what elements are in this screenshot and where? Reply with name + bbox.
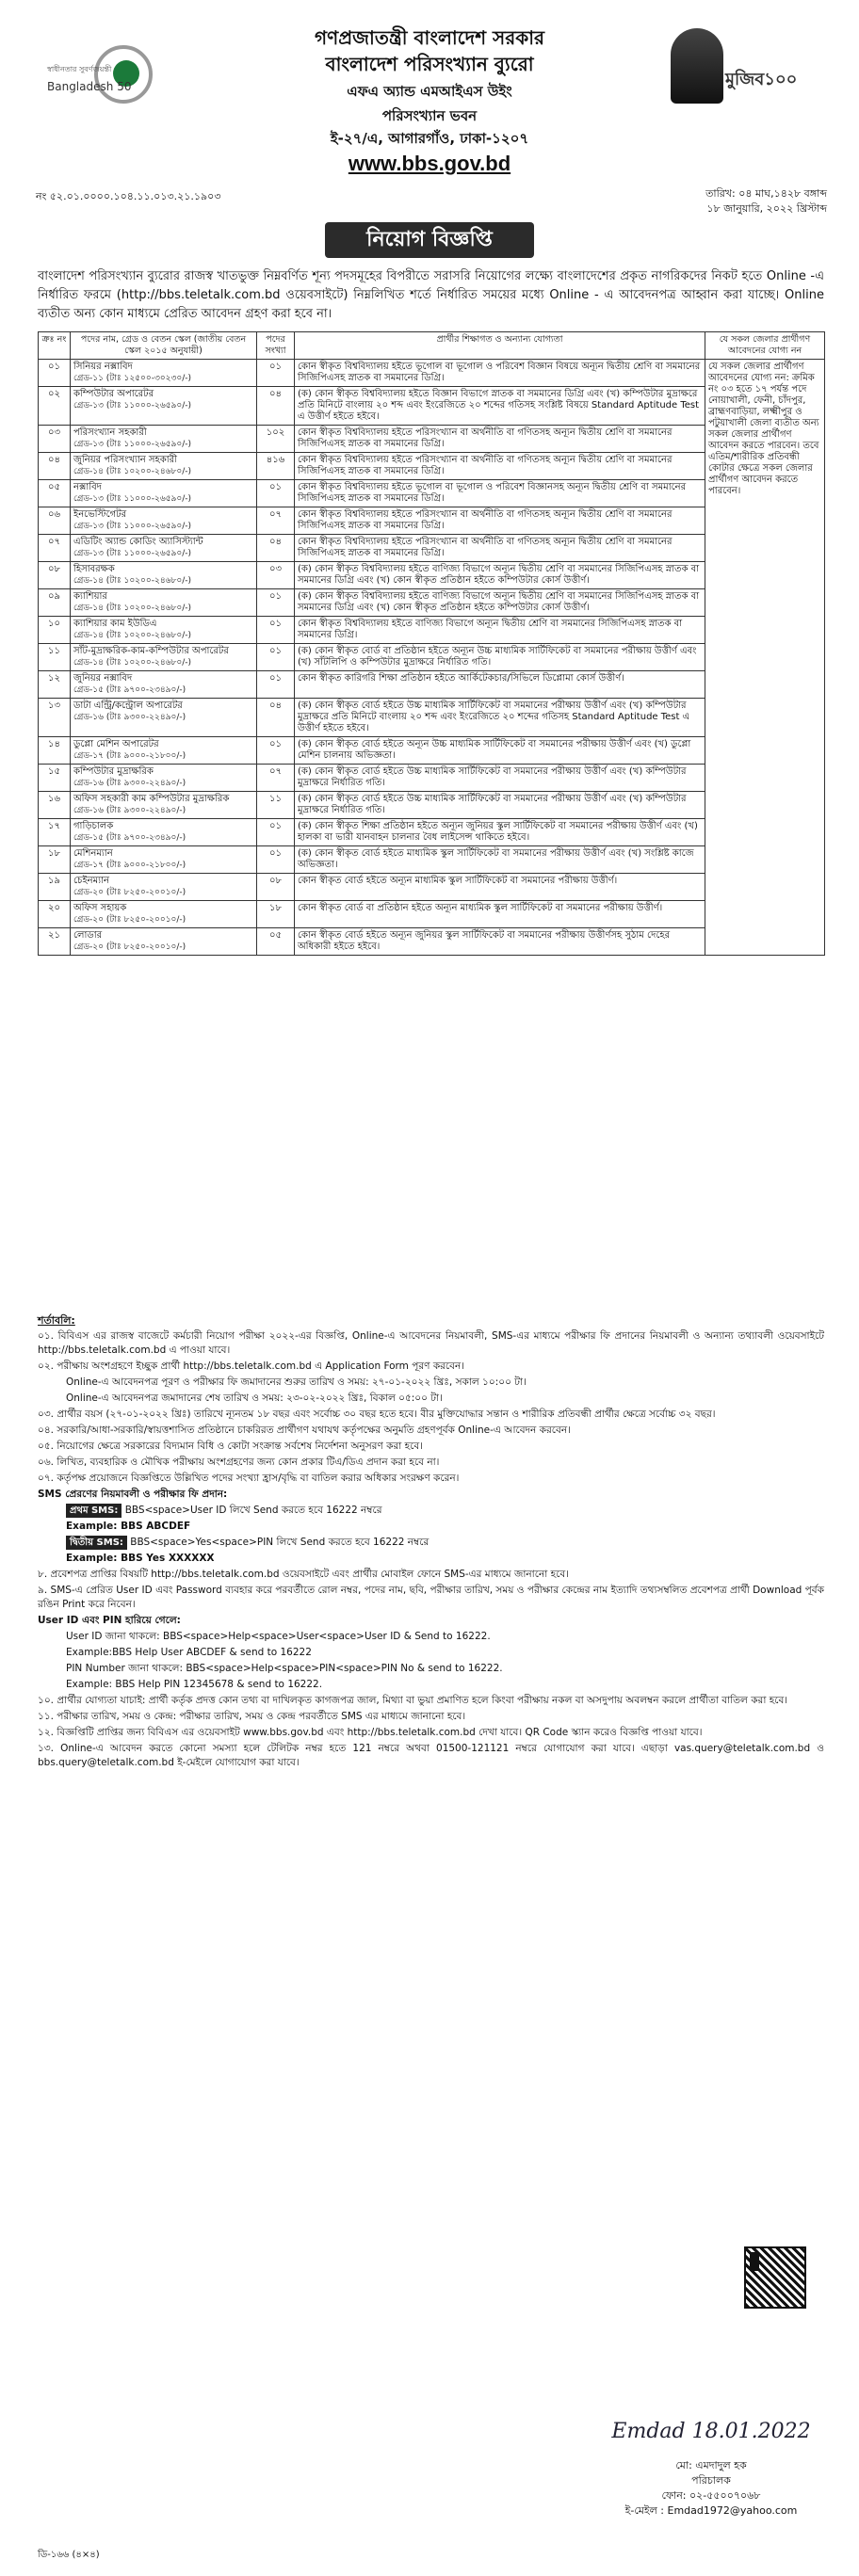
post-cell: ক্যাশিয়ার কাম ইউডিএ গ্রেড-১৪ (টাঃ ১০২০০-২৪৬৮০/-) xyxy=(71,617,257,644)
qualification-cell: কোন স্বীকৃত বোর্ড হইতে অন্যূন মাধ্যমিক স্কুল সার্টিফিকেট বা সমমানের পরীক্ষায় উত্তীর্ণ। xyxy=(295,874,705,901)
post-cell: হিসাবরক্ষক গ্রেড-১৪ (টাঃ ১০২০০-২৪৬৮০/-) xyxy=(71,562,257,589)
logo-small-text: স্বাধীনতার সুবর্ণজয়ন্তী xyxy=(47,65,112,73)
serial-cell: ০৬ xyxy=(39,507,71,535)
serial-cell: ১৪ xyxy=(39,737,71,765)
count-cell: ৪১৬ xyxy=(257,453,295,480)
post-cell: জুনিয়র নক্সাবিদ গ্রেড-১৫ (টাঃ ৯৭০০-২৩৪৯০/-) xyxy=(71,671,257,699)
serial-cell: ১৫ xyxy=(39,765,71,792)
website-link[interactable]: www.bbs.gov.bd xyxy=(348,152,511,175)
count-cell: ০৮ xyxy=(257,874,295,901)
post-cell: ডাটা এন্ট্রি/কন্ট্রোল অপারেটর গ্রেড-১৬ (টাঃ ৯৩০০-২২৪৯০/-) xyxy=(71,699,257,737)
count-cell: ০৪ xyxy=(257,387,295,426)
condition-item: ১২. বিজ্ঞপ্তিটি প্রাপ্তির জন্য বিবিএস এর ওয়েবসাইট www.bbs.gov.bd এবং http://bbs.teletalk.com.bd দেখা যাবে। QR Code স্ক্যান করেও বিজ্ঞপ্তি পাওয়া যাবে। xyxy=(38,1727,703,1738)
serial-cell: ০৪ xyxy=(39,453,71,480)
sms-first-example: Example: BBS ABCDEF xyxy=(66,1521,191,1532)
qualification-cell: (ক) কোন স্বীকৃত বোর্ড হইতে মাধ্যমিক স্কুল সার্টিফিকেট বা সমমানের পরীক্ষায় উত্তীর্ণ এবং (খ) সংশ্লিষ্ট কাজে অভিজ্ঞতা। xyxy=(295,846,705,874)
post-cell: অফিস সহকারী কাম কম্পিউটার মুদ্রাক্ষরিক গ্রেড-১৬ (টাঃ ৯৩০০-২২৪৯০/-) xyxy=(71,792,257,819)
serial-cell: ১৭ xyxy=(39,819,71,846)
logo-text: Bangladesh 50 xyxy=(47,80,132,93)
condition-item: ০২. পরীক্ষায় অংশগ্রহণে ইচ্ছুক প্রার্থী http://bbs.teletalk.com.bd এ Application Form পূরণ করবেন। xyxy=(38,1360,465,1372)
post-cell: কম্পিউটার মুদ্রাক্ষরিক গ্রেড-১৬ (টাঃ ৯৩০০-২২৪৯০/-) xyxy=(71,765,257,792)
count-cell: ০১ xyxy=(257,819,295,846)
golden-jubilee-logo xyxy=(47,28,188,113)
condition-item: ০৪. সরকারি/আধা-সরকারি/স্বায়ত্তশাসিত প্রতিষ্ঠানে চাকরিরত প্রার্থীগণ যথাযথ কর্তৃপক্ষের অনুমতি গ্রহণপূর্বক Online-এ আবেদন করবেন। xyxy=(38,1425,571,1436)
notice-title: নিয়োগ বিজ্ঞপ্তি xyxy=(325,222,534,258)
serial-cell: ১২ xyxy=(39,671,71,699)
post-cell: মেশিনম্যান গ্রেড-১৭ (টাঃ ৯০০০-২১৮০০/-) xyxy=(71,846,257,874)
qualification-cell: (ক) কোন স্বীকৃত বোর্ড হইতে অন্যূন উচ্চ মাধ্যমিক সার্টিফিকেট বা সমমানের পরীক্ষায় উত্তীর্ণ এবং (খ) ডুপ্লো মেশিন চালনায় অভিজ্ঞতা। xyxy=(295,737,705,765)
qualification-cell: কোন স্বীকৃত বোর্ড বা প্রতিষ্ঠান হইতে অন্যূন মাধ্যমিক স্কুল সার্টিফিকেট বা সমমানের পরীক্ষায় উত্তীর্ণ। xyxy=(295,901,705,928)
qualification-cell: কোন স্বীকৃত বিশ্ববিদ্যালয় হইতে পরিসংখ্যান বা অর্থনীতি বা গণিতসহ অন্যূন দ্বিতীয় শ্রেণি বা সমমানের সিজিপিএসহ স্নাতক বা সমমানের ডিগ্রি। xyxy=(295,535,705,562)
condition-item: ০৫. নিয়োগের ক্ষেত্রে সরকারের বিদ্যমান বিধি ও কোটা সংক্রান্ত সর্বশেষ নির্দেশনা অনুসরণ করা হবে। xyxy=(38,1441,423,1452)
serial-cell: ১৯ xyxy=(39,874,71,901)
post-cell: নক্সাবিদ গ্রেড-১৩ (টাঃ ১১০০০-২৬৫৯০/-) xyxy=(71,480,257,507)
signatory-name: মো: এমদাদুল হক xyxy=(675,2459,747,2471)
col-header-district: যে সকল জেলার প্রার্থীগণ আবেদনের যোগ্য নন xyxy=(705,332,825,360)
serial-cell: ০৩ xyxy=(39,426,71,453)
condition-item: Online-এ আবেদনপত্র জমাদানের শেষ তারিখ ও সময়: ২৩-০২-২০২২ খ্রিঃ, বিকাল ০৫:০০ টা। xyxy=(66,1393,443,1404)
qualification-cell: কোন স্বীকৃত বিশ্ববিদ্যালয় হইতে পরিসংখ্যান বা অর্থনীতি বা গণিতসহ অন্যূন দ্বিতীয় শ্রেণি বা সমমানের সিজিপিএসহ স্নাতক বা সমমানের ডিগ্রি। xyxy=(295,453,705,480)
mujib-100-logo xyxy=(671,28,798,122)
condition-item: ০৭. কর্তৃপক্ষ প্রয়োজনে বিজ্ঞপ্তিতে উল্লিখিত পদের সংখ্যা হ্রাস/বৃদ্ধি বা বাতিল করার অধিকার সংরক্ষণ করেন। xyxy=(38,1473,460,1484)
retrieve-user-id-example: Example:BBS Help User ABCDEF & send to 16222 xyxy=(66,1647,312,1658)
count-cell: ০৩ xyxy=(257,562,295,589)
condition-item: ১১. পরীক্ষার তারিখ, সময় ও কেন্দ্র: পরীক্ষার তারিখ, সময় ও কেন্দ্র পরবর্তীতে SMS এর মাধ্যমে জানানো হবে। xyxy=(38,1711,466,1722)
condition-item: Online-এ আবেদনপত্র পূরণ ও পরীক্ষার ফি জমাদানের শুরুর তারিখ ও সময়: ২৭-০১-২০২২ খ্রিঃ, সকাল ১০:০০ টা। xyxy=(66,1377,527,1388)
qualification-cell: (ক) কোন স্বীকৃত বোর্ড হইতে উচ্চ মাধ্যমিক সার্টিফিকেট বা সমমানের পরীক্ষায় উত্তীর্ণ এবং (খ) কম্পিউটার মুদ্রাক্ষরে প্রতি মিনিটে বাংলায় ২০ শব্দ এবং ইংরেজিতে ২০ শব্দের গতিসহ Standard Aptitude Test এ উত্তীর্ণ হইতে হইবে। xyxy=(295,699,705,737)
post-cell: গাড়িচালক গ্রেড-১৫ (টাঃ ৯৭০০-২৩৪৯০/-) xyxy=(71,819,257,846)
retrieve-title: User ID এবং PIN হারিয়ে গেলে: xyxy=(38,1615,181,1626)
qualification-cell: কোন স্বীকৃত বিশ্ববিদ্যালয় হইতে ভূগোল বা ভূগোল ও পরিবেশ বিজ্ঞানসহ অন্যূন দ্বিতীয় শ্রেণি বা সমমানের সিজিপিএসহ স্নাতক বা সমমানের ডিগ্রি। xyxy=(295,480,705,507)
memo-number: নং ৫২.০১.০০০০.১০৪.১১.০১৩.২১.১৯০৩ xyxy=(36,190,221,202)
qualification-cell: (ক) কোন স্বীকৃত বিশ্ববিদ্যালয় হইতে বাণিজ্য বিভাগে অন্যূন দ্বিতীয় শ্রেণি বা সমমানের সিজিপিএসহ স্নাতক বা সমমানের ডিগ্রি এবং (খ) কোন স্বীকৃত প্রতিষ্ঠান হইতে কম্পিউটার কোর্স উত্তীর্ণ। xyxy=(295,562,705,589)
count-cell: ০১ xyxy=(257,480,295,507)
mujib-100-text: মুজিব১০০ xyxy=(725,70,798,89)
sms-second-example: Example: BBS Yes XXXXXX xyxy=(66,1553,215,1564)
serial-cell: ২০ xyxy=(39,901,71,928)
condition-item: ১০. প্রার্থীর যোগ্যতা যাচাই: প্রার্থী কর্তৃক প্রদত্ত কোন তথ্য বা দাখিলকৃত কাগজপত্র জাল, মিথ্যা বা ভুয়া প্রমাণিত হলে কিংবা পরীক্ষায় নকল বা অসদুপায় অবলম্বন করলে প্রার্থীতা বাতিল করা হবে। xyxy=(38,1695,788,1706)
condition-item: ৮. প্রবেশপত্র প্রাপ্তির বিষয়টি http://bbs.teletalk.com.bd ওয়েবসাইটে এবং প্রার্থীর মোবাইল ফোনে SMS-এর মাধ্যমে জানানো হবে। xyxy=(38,1569,569,1580)
post-cell: এডিটিং অ্যান্ড কোডিং অ্যাসিস্ট্যান্ট গ্রেড-১৩ (টাঃ ১১০০০-২৬৫৯০/-) xyxy=(71,535,257,562)
condition-item: ৯. SMS-এ প্রেরিত User ID এবং Password ব্যবহার করে পরবর্তীতে রোল নম্বর, পদের নাম, ছবি, পরীক্ষার তারিখ, সময় ও পরীক্ষার কেন্দ্রের নাম ইত্যাদি তথ্যসম্বলিত প্রবেশপত্র প্রার্থী Download পূর্বক রঙিন Print করে নিবেন। xyxy=(38,1585,824,1610)
serial-cell: ০১ xyxy=(39,360,71,387)
retrieve-pin-example: Example: BBS Help PIN 12345678 & send to 16222. xyxy=(66,1679,323,1690)
table-row xyxy=(39,360,825,387)
qualification-cell: (ক) কোন স্বীকৃত বোর্ড বা প্রতিষ্ঠান হইতে অন্যূন উচ্চ মাধ্যমিক সার্টিফিকেট বা সমমানের পরীক্ষায় উত্তীর্ণ এবং (খ) সাঁটলিপি ও কম্পিউটার মুদ্রাক্ষরে নির্ধারিত গতি। xyxy=(295,644,705,671)
conditions-section xyxy=(38,1313,824,1772)
col-header-qualification: প্রার্থীর শিক্ষাগত ও অন্যান্য যোগ্যতা xyxy=(295,332,705,360)
signature-scribble: Emdad 18.01.2022 xyxy=(611,2420,811,2443)
header xyxy=(0,0,859,215)
post-cell: চেইনম্যান গ্রেড-২০ (টাঃ ৮২৫০-২০০১০/-) xyxy=(71,874,257,901)
qualification-cell: কোন স্বীকৃত বিশ্ববিদ্যালয় হইতে ভূগোল বা ভূগোল ও পরিবেশ বিজ্ঞান বিষয়ে অন্যূন দ্বিতীয় শ্রেণি বা সমমানের সিজিপিএসহ স্নাতক বা সমমানের ডিগ্রি। xyxy=(295,360,705,387)
serial-cell: ১১ xyxy=(39,644,71,671)
wing-title: এফএ অ্যান্ড এমআইএস উইং xyxy=(347,83,512,100)
serial-cell: ০৮ xyxy=(39,562,71,589)
count-cell: ০১ xyxy=(257,644,295,671)
serial-cell: ২১ xyxy=(39,928,71,956)
count-cell: ১১ xyxy=(257,792,295,819)
signatory-phone: ফোন: ০২-৫৫০০৭০৬৮ xyxy=(661,2489,761,2502)
post-cell: কম্পিউটার অপারেটর গ্রেড-১৩ (টাঃ ১১০০০-২৬৫৯০/-) xyxy=(71,387,257,426)
col-header-post: পদের নাম, গ্রেড ও বেতন স্কেল (জাতীয় বেতন স্কেল ২০১৫ অনুযায়ী) xyxy=(71,332,257,360)
sms-second: দ্বিতীয় SMS: BBS<space>Yes<space>PIN লিখে Send করতে হবে 16222 নম্বরে xyxy=(38,1536,824,1550)
serial-cell: ১৬ xyxy=(39,792,71,819)
intro-paragraph: বাংলাদেশ পরিসংখ্যান ব্যুরোর রাজস্ব খাতভুক্ত নিম্নবর্ণিত শূন্য পদসমূহের বিপরীতে সরাসরি নিয়োগের লক্ষ্যে বাংলাদেশের প্রকৃত নাগরিকদের নিকট হতে Online -এ নির্ধারিত ফরমে (http://bbs.teletalk.com.bd ওয়েবসাইটে) নিম্নলিখিত শর্তে নির্ধারিত সময়ের মধ্যে Online - এ আবেদনপত্র আহ্বান করা যাচ্ছে। Online ব্যতীত অন্য কোন মাধ্যমে প্রেরিত আবেদন গ্রহণ করা হবে না। xyxy=(38,269,824,321)
qualification-cell: (ক) কোন স্বীকৃত বোর্ড হইতে উচ্চ মাধ্যমিক সার্টিফিকেট বা সমমানের পরীক্ষায় উত্তীর্ণ এবং (খ) কম্পিউটার মুদ্রাক্ষরে নির্ধারিত গতি। xyxy=(295,792,705,819)
address: ই-২৭/এ, আগারগাঁও, ঢাকা-১২০৭ xyxy=(330,130,529,147)
col-header-count: পদের সংখ্যা xyxy=(257,332,295,360)
date-block: তারিখ: ০৪ মাঘ,১৪২৮ বঙ্গাব্দ ১৮ জানুয়ারি, ২০২২ খ্রিস্টাব্দ xyxy=(584,186,827,217)
count-cell: ০১ xyxy=(257,737,295,765)
vacancy-table xyxy=(38,331,825,956)
count-cell: ০৪ xyxy=(257,699,295,737)
sms-first: প্রথম SMS: BBS<space>User ID লিখে Send করতে হবে 16222 নম্বরে xyxy=(38,1504,824,1518)
qualification-cell: (ক) কোন স্বীকৃত বিশ্ববিদ্যালয় হইতে বিজ্ঞান বিভাগে স্নাতক বা সমমানের ডিগ্রি এবং (খ) কম্পিউটার মুদ্রাক্ষরে প্রতি মিনিটে বাংলায় ২০ শব্দ এবং ইংরেজিতে ২০ শব্দের গতিসহ সংশ্লিষ্ট বিষয়ে Standard Aptitude Test এ উত্তীর্ণ হইতে হইবে। xyxy=(295,387,705,426)
count-cell: ০৭ xyxy=(257,507,295,535)
count-cell: ১০২ xyxy=(257,426,295,453)
qualification-cell: কোন স্বীকৃত বোর্ড হইতে অন্যূন জুনিয়র স্কুল সার্টিফিকেট বা সমমানের পরীক্ষায় উত্তীর্ণসহ সুঠাম দেহের অধিকারী হইতে হইবে। xyxy=(295,928,705,956)
post-cell: পরিসংখ্যান সহকারী গ্রেড-১৩ (টাঃ ১১০০০-২৬৫৯০/-) xyxy=(71,426,257,453)
qualification-cell: কোন স্বীকৃত বিশ্ববিদ্যালয় হইতে বাণিজ্য বিভাগে অন্যূন দ্বিতীয় শ্রেণি বা সমমানের সিজিপিএসহ স্নাতক বা সমমানের ডিগ্রি। xyxy=(295,617,705,644)
footer-code: ডি-১৬৬ (৪×৪) xyxy=(38,2550,100,2560)
count-cell: ১৮ xyxy=(257,901,295,928)
qualification-cell: (ক) কোন স্বীকৃত বোর্ড হইতে উচ্চ মাধ্যমিক সার্টিফিকেট বা সমমানের পরীক্ষায় উত্তীর্ণ এবং (খ) কম্পিউটার মুদ্রাক্ষরে নির্ধারিত গতি। xyxy=(295,765,705,792)
qualification-cell: কোন স্বীকৃত বিশ্ববিদ্যালয় হইতে পরিসংখ্যান বা অর্থনীতি বা গণিতসহ অন্যূন দ্বিতীয় শ্রেণি বা সমমানের সিজিপিএসহ স্নাতক বা সমমানের ডিগ্রি। xyxy=(295,507,705,535)
condition-item: ০৩. প্রার্থীর বয়স (২৭-০১-২০২২ খ্রিঃ) তারিখে ন্যূনতম ১৮ বছর এবং সর্বোচ্চ ৩০ বছর হতে হবে। বীর মুক্তিযোদ্ধার সন্তান ও শারীরিক প্রতিবন্ধী প্রার্থীর ক্ষেত্রে সর্বোচ্চ ৩২ বছর। xyxy=(38,1409,716,1420)
condition-item: ০১. বিবিএস এর রাজস্ব বাজেটে কর্মচারী নিয়োগ পরীক্ষা ২০২২-এর বিজ্ঞপ্তি, Online-এ আবেদনের নিয়মাবলী, SMS-এর মাধ্যমে পরীক্ষার ফি প্রদানের নিয়মাবলী ও অন্যান্য তথ্যাবলী ওয়েবসাইটে http://bbs.teletalk.com.bd এ পাওয়া যাবে। xyxy=(38,1330,824,1356)
signatory-designation: পরিচালক xyxy=(691,2474,731,2487)
bureau-title: বাংলাদেশ পরিসংখ্যান ব্যুরো xyxy=(325,53,534,75)
count-cell: ০১ xyxy=(257,671,295,699)
condition-item: ১৩. Online-এ আবেদন করতে কোনো সমস্যা হলে টেলিটক নম্বর হতে 121 নম্বরে অথবা 01500-121121 নম্বরে যোগাযোগ করা যাবে। এছাড়া vas.query@teletalk.com.bd ও bbs.query@teletalk.com.bd ই-মেইলে যোগাযোগ করা যাবে। xyxy=(38,1743,824,1768)
qualification-cell: কোন স্বীকৃত বিশ্ববিদ্যালয় হইতে পরিসংখ্যান বা অর্থনীতি বা গণিতসহ অন্যূন দ্বিতীয় শ্রেণি বা সমমানের সিজিপিএসহ স্নাতক বা সমমানের ডিগ্রি। xyxy=(295,426,705,453)
qualification-cell: (ক) কোন স্বীকৃত শিক্ষা প্রতিষ্ঠান হইতে অন্যূন জুনিয়র স্কুল সার্টিফিকেট বা সমমানের পরীক্ষায় উত্তীর্ণ এবং (খ) হালকা বা ভারী যানবাহন চালনার বৈধ লাইসেন্স থাকিতে হইবে। xyxy=(295,819,705,846)
count-cell: ০১ xyxy=(257,846,295,874)
qr-code-icon xyxy=(744,2246,806,2309)
post-cell: লোডার গ্রেড-২০ (টাঃ ৮২৫০-২০০১০/-) xyxy=(71,928,257,956)
col-header-serial: ক্রঃ নং xyxy=(39,332,71,360)
post-cell: সাঁট-মুদ্রাক্ষরিক-কাম-কম্পিউটার অপারেটর গ্রেড-১৪ (টাঃ ১০২০০-২৪৬৮০/-) xyxy=(71,644,257,671)
signatory-email[interactable]: ই-মেইল : Emdad1972@yahoo.com xyxy=(624,2504,798,2517)
portrait-icon xyxy=(671,28,723,104)
retrieve-pin: PIN Number জানা থাকলে: BBS<space>Help<space>PIN<space>PIN No & send to 16222. xyxy=(66,1663,503,1674)
table-header-row xyxy=(39,332,825,360)
date-bangla: ০৪ মাঘ,১৪২৮ বঙ্গাব্দ xyxy=(738,187,827,200)
count-cell: ০৭ xyxy=(257,765,295,792)
conditions-title: শর্তাবলি: xyxy=(38,1314,75,1327)
serial-cell: ০৫ xyxy=(39,480,71,507)
serial-cell: ১৩ xyxy=(39,699,71,737)
serial-cell: ০২ xyxy=(39,387,71,426)
serial-cell: ১৮ xyxy=(39,846,71,874)
date-english: ১৮ জানুয়ারি, ২০২২ খ্রিস্টাব্দ xyxy=(706,202,827,215)
gov-title: গণপ্রজাতন্ত্রী বাংলাদেশ সরকার xyxy=(315,26,544,49)
district-note-cell: যে সকল জেলার প্রার্থীগণ আবেদনের যোগ্য নন: ক্রমিক নং ০৩ হতে ১৭ পর্যন্ত পদে নোয়াখালী, ফেনী, চাঁদপুর, ব্রাহ্মণবাড়িয়া, লক্ষ্মীপুর ও পটুয়াখালী জেলা ব্যতীত অন্য সকল জেলার প্রার্থীগণ আবেদন করতে পারবেন। তবে এতিম/শারীরিক প্রতিবন্ধী কোটার ক্ষেত্রে সকল জেলার প্রার্থীগণ আবেদন করতে পারবেন। xyxy=(705,360,825,956)
post-cell: সিনিয়র নক্সাবিদ গ্রেড-১১ (টাঃ ১২৫০০-৩০২৩০/-) xyxy=(71,360,257,387)
post-cell: জুনিয়র পরিসংখ্যান সহকারী গ্রেড-১৪ (টাঃ ১০২০০-২৪৬৮০/-) xyxy=(71,453,257,480)
qualification-cell: (ক) কোন স্বীকৃত বিশ্ববিদ্যালয় হইতে বাণিজ্য বিভাগে অন্যূন দ্বিতীয় শ্রেণি বা সমমানের সিজিপিএসহ স্নাতক বা সমমানের ডিগ্রি এবং (খ) কোন স্বীকৃত প্রতিষ্ঠান হইতে কম্পিউটার কোর্স উত্তীর্ণ। xyxy=(295,589,705,617)
condition-item: ০৬. লিখিত, ব্যবহারিক ও মৌখিক পরীক্ষায় অংশগ্রহণের জন্য কোন প্রকার টিএ/ডিএ প্রদান করা হবে না। xyxy=(38,1457,440,1468)
count-cell: ০৪ xyxy=(257,535,295,562)
serial-cell: ১০ xyxy=(39,617,71,644)
count-cell: ০১ xyxy=(257,617,295,644)
count-cell: ০১ xyxy=(257,360,295,387)
post-cell: অফিস সহায়ক গ্রেড-২০ (টাঃ ৮২৫০-২০০১০/-) xyxy=(71,901,257,928)
serial-cell: ০৭ xyxy=(39,535,71,562)
building-name: পরিসংখ্যান ভবন xyxy=(381,107,478,124)
post-cell: ডুপ্লো মেশিন অপারেটর গ্রেড-১৭ (টাঃ ৯০০০-২১৮০০/-) xyxy=(71,737,257,765)
qualification-cell: কোন স্বীকৃত কারিগরি শিক্ষা প্রতিষ্ঠান হইতে আর্কিটেকচার/সিভিলে ডিপ্লোমা কোর্স উত্তীর্ণ। xyxy=(295,671,705,699)
serial-cell: ০৯ xyxy=(39,589,71,617)
retrieve-user-id: User ID জানা থাকলে: BBS<space>Help<space>User<space>User ID & Send to 16222. xyxy=(66,1631,491,1642)
sms-title: SMS প্রেরণের নিয়মাবলী ও পরীক্ষার ফি প্রদান: xyxy=(38,1489,228,1500)
count-cell: ০১ xyxy=(257,589,295,617)
count-cell: ০৫ xyxy=(257,928,295,956)
post-cell: ইনভেস্টিগেটর গ্রেড-১৩ (টাঃ ১১০০০-২৬৫৯০/-) xyxy=(71,507,257,535)
signature-block xyxy=(603,2420,819,2519)
post-cell: ক্যাশিয়ার গ্রেড-১৪ (টাঃ ১০২০০-২৪৬৮০/-) xyxy=(71,589,257,617)
